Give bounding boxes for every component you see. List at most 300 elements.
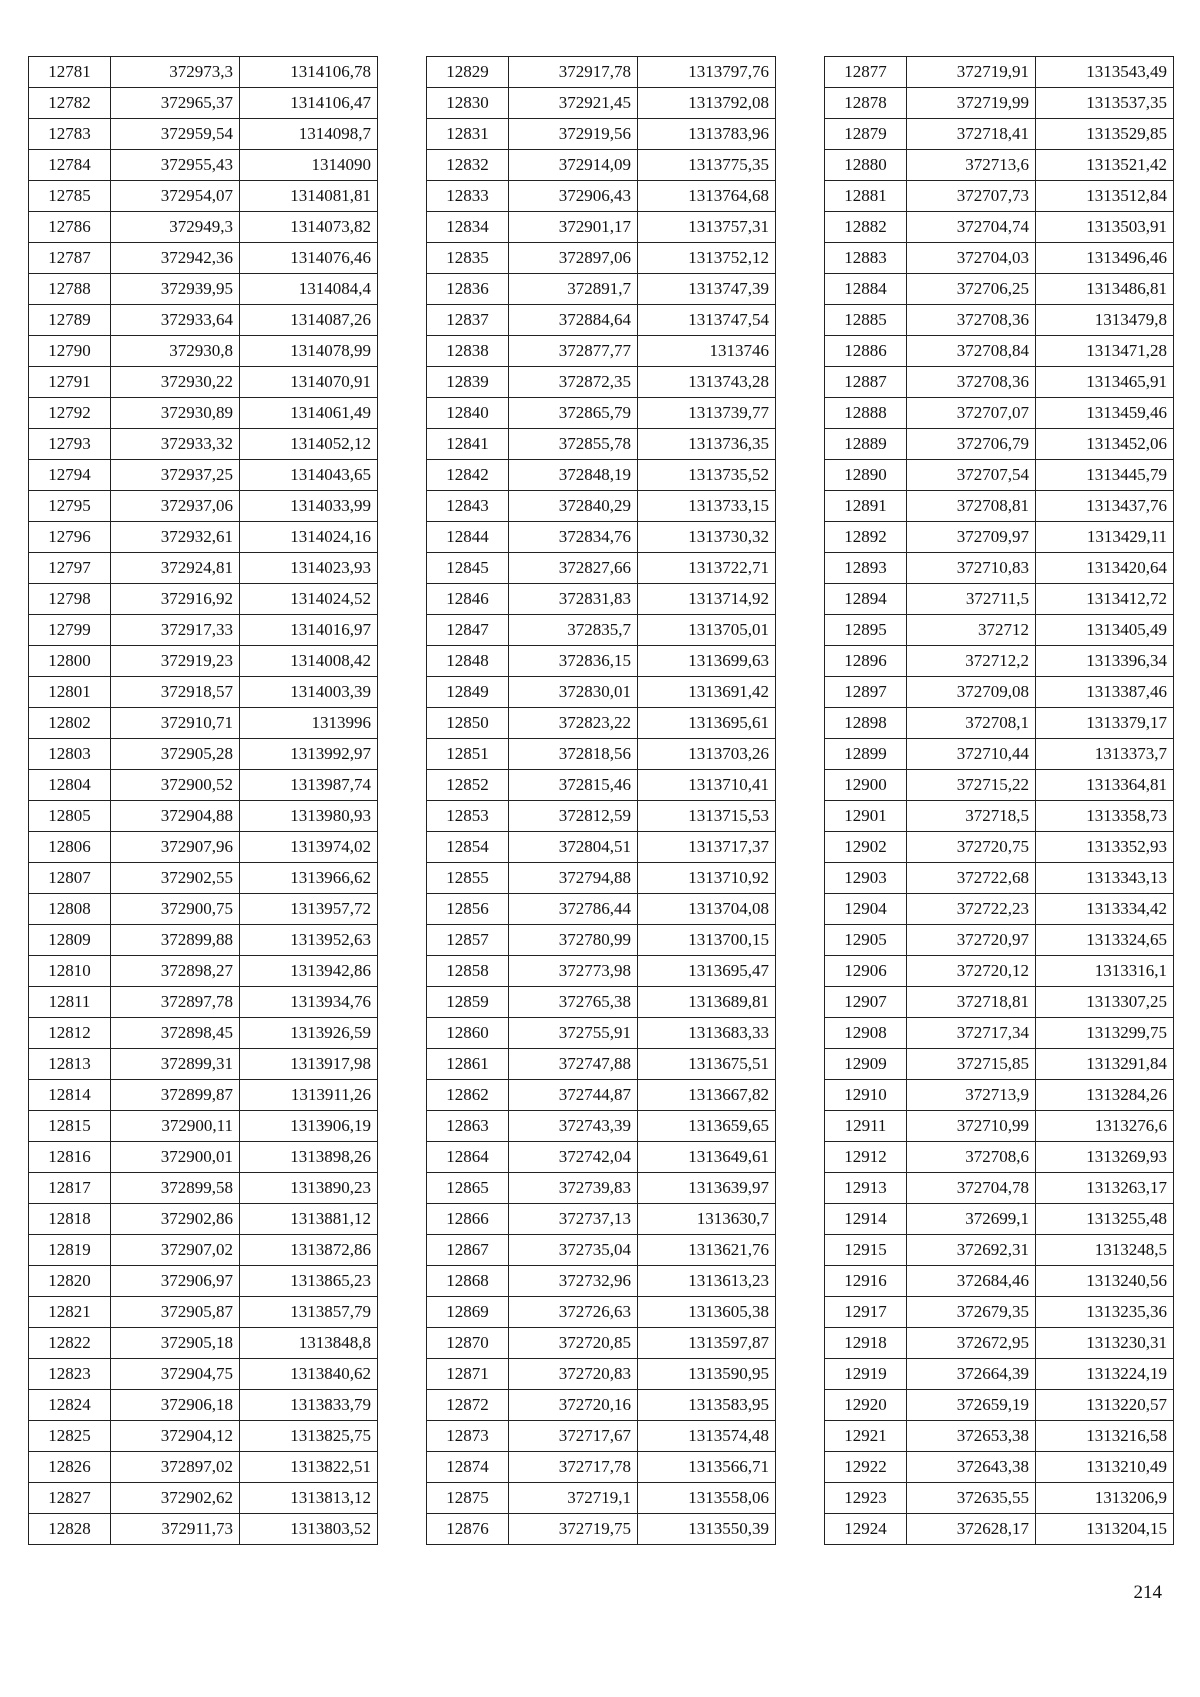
x-coordinate-cell: 372954,07 xyxy=(111,181,240,212)
y-coordinate-cell: 1313695,47 xyxy=(638,956,776,987)
point-number-cell: 12821 xyxy=(29,1297,111,1328)
table-row xyxy=(427,987,776,1018)
y-coordinate-cell: 1313263,17 xyxy=(1036,1173,1174,1204)
point-number-cell: 12789 xyxy=(29,305,111,336)
table-row xyxy=(427,1328,776,1359)
table-row xyxy=(427,584,776,615)
y-coordinate-cell: 1314024,52 xyxy=(240,584,378,615)
point-number-cell: 12844 xyxy=(427,522,509,553)
table-row xyxy=(825,1204,1174,1235)
point-number-cell: 12880 xyxy=(825,150,907,181)
point-number-cell: 12785 xyxy=(29,181,111,212)
x-coordinate-cell: 372930,89 xyxy=(111,398,240,429)
x-coordinate-cell: 372834,76 xyxy=(509,522,638,553)
y-coordinate-cell: 1313224,19 xyxy=(1036,1359,1174,1390)
table-row xyxy=(29,1266,378,1297)
table-row xyxy=(825,1328,1174,1359)
point-number-cell: 12900 xyxy=(825,770,907,801)
point-number-cell: 12882 xyxy=(825,212,907,243)
table-row xyxy=(427,460,776,491)
point-number-cell: 12809 xyxy=(29,925,111,956)
table-row xyxy=(825,1235,1174,1266)
x-coordinate-cell: 372706,79 xyxy=(907,429,1036,460)
x-coordinate-cell: 372937,25 xyxy=(111,460,240,491)
point-number-cell: 12787 xyxy=(29,243,111,274)
y-coordinate-cell: 1313683,33 xyxy=(638,1018,776,1049)
x-coordinate-cell: 372902,55 xyxy=(111,863,240,894)
table-row xyxy=(825,212,1174,243)
table-row xyxy=(427,212,776,243)
point-number-cell: 12798 xyxy=(29,584,111,615)
y-coordinate-cell: 1313833,79 xyxy=(240,1390,378,1421)
x-coordinate-cell: 372722,23 xyxy=(907,894,1036,925)
point-number-cell: 12816 xyxy=(29,1142,111,1173)
table-row xyxy=(29,1018,378,1049)
point-number-cell: 12885 xyxy=(825,305,907,336)
point-number-cell: 12913 xyxy=(825,1173,907,1204)
y-coordinate-cell: 1313621,76 xyxy=(638,1235,776,1266)
point-number-cell: 12907 xyxy=(825,987,907,1018)
point-number-cell: 12911 xyxy=(825,1111,907,1142)
point-number-cell: 12833 xyxy=(427,181,509,212)
x-coordinate-cell: 372848,19 xyxy=(509,460,638,491)
x-coordinate-cell: 372899,88 xyxy=(111,925,240,956)
table-row xyxy=(427,243,776,274)
point-number-cell: 12848 xyxy=(427,646,509,677)
x-coordinate-cell: 372780,99 xyxy=(509,925,638,956)
x-coordinate-cell: 372865,79 xyxy=(509,398,638,429)
y-coordinate-cell: 1313284,26 xyxy=(1036,1080,1174,1111)
point-number-cell: 12829 xyxy=(427,57,509,88)
x-coordinate-cell: 372924,81 xyxy=(111,553,240,584)
x-coordinate-cell: 372827,66 xyxy=(509,553,638,584)
x-coordinate-cell: 372794,88 xyxy=(509,863,638,894)
y-coordinate-cell: 1314061,49 xyxy=(240,398,378,429)
point-number-cell: 12918 xyxy=(825,1328,907,1359)
point-number-cell: 12831 xyxy=(427,119,509,150)
table-row xyxy=(29,367,378,398)
x-coordinate-cell: 372732,96 xyxy=(509,1266,638,1297)
y-coordinate-cell: 1313689,81 xyxy=(638,987,776,1018)
table-row xyxy=(427,956,776,987)
x-coordinate-cell: 372712,2 xyxy=(907,646,1036,677)
table-row xyxy=(29,1049,378,1080)
x-coordinate-cell: 372635,55 xyxy=(907,1483,1036,1514)
point-number-cell: 12888 xyxy=(825,398,907,429)
point-number-cell: 12857 xyxy=(427,925,509,956)
table-row xyxy=(825,429,1174,460)
y-coordinate-cell: 1313358,73 xyxy=(1036,801,1174,832)
table-row xyxy=(825,832,1174,863)
point-number-cell: 12834 xyxy=(427,212,509,243)
point-number-cell: 12878 xyxy=(825,88,907,119)
table-row xyxy=(29,677,378,708)
y-coordinate-cell: 1313299,75 xyxy=(1036,1018,1174,1049)
x-coordinate-cell: 372855,78 xyxy=(509,429,638,460)
point-number-cell: 12806 xyxy=(29,832,111,863)
y-coordinate-cell: 1313566,71 xyxy=(638,1452,776,1483)
point-number-cell: 12851 xyxy=(427,739,509,770)
point-number-cell: 12804 xyxy=(29,770,111,801)
point-number-cell: 12795 xyxy=(29,491,111,522)
point-number-cell: 12788 xyxy=(29,274,111,305)
table-row xyxy=(29,243,378,274)
y-coordinate-cell: 1313714,92 xyxy=(638,584,776,615)
point-number-cell: 12860 xyxy=(427,1018,509,1049)
table-row xyxy=(427,1514,776,1545)
y-coordinate-cell: 1314087,26 xyxy=(240,305,378,336)
point-number-cell: 12910 xyxy=(825,1080,907,1111)
y-coordinate-cell: 1313822,51 xyxy=(240,1452,378,1483)
point-number-cell: 12842 xyxy=(427,460,509,491)
table-row xyxy=(29,1204,378,1235)
point-number-cell: 12838 xyxy=(427,336,509,367)
y-coordinate-cell: 1313840,62 xyxy=(240,1359,378,1390)
x-coordinate-cell: 372900,11 xyxy=(111,1111,240,1142)
point-number-cell: 12895 xyxy=(825,615,907,646)
x-coordinate-cell: 372906,43 xyxy=(509,181,638,212)
point-number-cell: 12872 xyxy=(427,1390,509,1421)
y-coordinate-cell: 1313715,53 xyxy=(638,801,776,832)
y-coordinate-cell: 1313890,23 xyxy=(240,1173,378,1204)
point-number-cell: 12782 xyxy=(29,88,111,119)
y-coordinate-cell: 1313733,15 xyxy=(638,491,776,522)
x-coordinate-cell: 372884,64 xyxy=(509,305,638,336)
x-coordinate-cell: 372907,02 xyxy=(111,1235,240,1266)
x-coordinate-cell: 372900,01 xyxy=(111,1142,240,1173)
table-row xyxy=(825,1514,1174,1545)
point-number-cell: 12879 xyxy=(825,119,907,150)
y-coordinate-cell: 1313736,35 xyxy=(638,429,776,460)
x-coordinate-cell: 372905,28 xyxy=(111,739,240,770)
y-coordinate-cell: 1313700,15 xyxy=(638,925,776,956)
x-coordinate-cell: 372933,32 xyxy=(111,429,240,460)
y-coordinate-cell: 1313942,86 xyxy=(240,956,378,987)
x-coordinate-cell: 372786,44 xyxy=(509,894,638,925)
x-coordinate-cell: 372684,46 xyxy=(907,1266,1036,1297)
point-number-cell: 12796 xyxy=(29,522,111,553)
table-row xyxy=(825,801,1174,832)
table-row xyxy=(29,1359,378,1390)
y-coordinate-cell: 1314081,81 xyxy=(240,181,378,212)
point-number-cell: 12866 xyxy=(427,1204,509,1235)
table-row xyxy=(29,1514,378,1545)
y-coordinate-cell: 1313992,97 xyxy=(240,739,378,770)
x-coordinate-cell: 372707,07 xyxy=(907,398,1036,429)
point-number-cell: 12826 xyxy=(29,1452,111,1483)
point-number-cell: 12875 xyxy=(427,1483,509,1514)
y-coordinate-cell: 1313269,93 xyxy=(1036,1142,1174,1173)
y-coordinate-cell: 1313216,58 xyxy=(1036,1421,1174,1452)
x-coordinate-cell: 372708,36 xyxy=(907,367,1036,398)
x-coordinate-cell: 372902,86 xyxy=(111,1204,240,1235)
table-row xyxy=(825,57,1174,88)
x-coordinate-cell: 372955,43 xyxy=(111,150,240,181)
table-row xyxy=(29,1297,378,1328)
x-coordinate-cell: 372679,35 xyxy=(907,1297,1036,1328)
point-number-cell: 12845 xyxy=(427,553,509,584)
point-number-cell: 12803 xyxy=(29,739,111,770)
table-row xyxy=(825,956,1174,987)
y-coordinate-cell: 1313934,76 xyxy=(240,987,378,1018)
table-row xyxy=(825,677,1174,708)
coordinates-table-1 xyxy=(28,56,378,1545)
x-coordinate-cell: 372704,78 xyxy=(907,1173,1036,1204)
point-number-cell: 12916 xyxy=(825,1266,907,1297)
y-coordinate-cell: 1313240,56 xyxy=(1036,1266,1174,1297)
x-coordinate-cell: 372755,91 xyxy=(509,1018,638,1049)
table-row xyxy=(29,429,378,460)
point-number-cell: 12912 xyxy=(825,1142,907,1173)
table-row xyxy=(825,739,1174,770)
table-row xyxy=(427,894,776,925)
point-number-cell: 12864 xyxy=(427,1142,509,1173)
point-number-cell: 12854 xyxy=(427,832,509,863)
point-number-cell: 12822 xyxy=(29,1328,111,1359)
table-row xyxy=(825,1142,1174,1173)
table-row xyxy=(825,1080,1174,1111)
coordinates-table-2 xyxy=(426,56,776,1545)
y-coordinate-cell: 1314106,47 xyxy=(240,88,378,119)
x-coordinate-cell: 372910,71 xyxy=(111,708,240,739)
table-row xyxy=(427,398,776,429)
x-coordinate-cell: 372937,06 xyxy=(111,491,240,522)
x-coordinate-cell: 372765,38 xyxy=(509,987,638,1018)
point-number-cell: 12871 xyxy=(427,1359,509,1390)
x-coordinate-cell: 372919,23 xyxy=(111,646,240,677)
x-coordinate-cell: 372973,3 xyxy=(111,57,240,88)
y-coordinate-cell: 1313743,28 xyxy=(638,367,776,398)
point-number-cell: 12812 xyxy=(29,1018,111,1049)
x-coordinate-cell: 372720,12 xyxy=(907,956,1036,987)
point-number-cell: 12855 xyxy=(427,863,509,894)
table-row xyxy=(427,739,776,770)
y-coordinate-cell: 1313405,49 xyxy=(1036,615,1174,646)
table-row xyxy=(29,708,378,739)
table-row xyxy=(825,491,1174,522)
x-coordinate-cell: 372905,87 xyxy=(111,1297,240,1328)
y-coordinate-cell: 1313630,7 xyxy=(638,1204,776,1235)
point-number-cell: 12909 xyxy=(825,1049,907,1080)
table-row xyxy=(29,150,378,181)
y-coordinate-cell: 1313722,71 xyxy=(638,553,776,584)
table-row xyxy=(427,522,776,553)
point-number-cell: 12893 xyxy=(825,553,907,584)
x-coordinate-cell: 372672,95 xyxy=(907,1328,1036,1359)
table-row xyxy=(825,770,1174,801)
x-coordinate-cell: 372901,17 xyxy=(509,212,638,243)
x-coordinate-cell: 372718,81 xyxy=(907,987,1036,1018)
y-coordinate-cell: 1313307,25 xyxy=(1036,987,1174,1018)
x-coordinate-cell: 372719,91 xyxy=(907,57,1036,88)
y-coordinate-cell: 1313710,92 xyxy=(638,863,776,894)
y-coordinate-cell: 1313735,52 xyxy=(638,460,776,491)
table-row xyxy=(29,1390,378,1421)
point-number-cell: 12808 xyxy=(29,894,111,925)
point-number-cell: 12811 xyxy=(29,987,111,1018)
table-row xyxy=(825,894,1174,925)
x-coordinate-cell: 372897,78 xyxy=(111,987,240,1018)
x-coordinate-cell: 372707,54 xyxy=(907,460,1036,491)
table-row xyxy=(427,119,776,150)
x-coordinate-cell: 372708,6 xyxy=(907,1142,1036,1173)
x-coordinate-cell: 372919,56 xyxy=(509,119,638,150)
point-number-cell: 12800 xyxy=(29,646,111,677)
point-number-cell: 12781 xyxy=(29,57,111,88)
point-number-cell: 12805 xyxy=(29,801,111,832)
x-coordinate-cell: 372713,9 xyxy=(907,1080,1036,1111)
y-coordinate-cell: 1313471,28 xyxy=(1036,336,1174,367)
x-coordinate-cell: 372708,81 xyxy=(907,491,1036,522)
point-number-cell: 12810 xyxy=(29,956,111,987)
point-number-cell: 12797 xyxy=(29,553,111,584)
point-number-cell: 12869 xyxy=(427,1297,509,1328)
table-row xyxy=(427,1204,776,1235)
x-coordinate-cell: 372911,73 xyxy=(111,1514,240,1545)
y-coordinate-cell: 1313980,93 xyxy=(240,801,378,832)
table-row xyxy=(825,150,1174,181)
table-row xyxy=(29,739,378,770)
y-coordinate-cell: 1314084,4 xyxy=(240,274,378,305)
y-coordinate-cell: 1313412,72 xyxy=(1036,584,1174,615)
y-coordinate-cell: 1313649,61 xyxy=(638,1142,776,1173)
table-row xyxy=(427,801,776,832)
table-row xyxy=(825,1173,1174,1204)
point-number-cell: 12832 xyxy=(427,150,509,181)
x-coordinate-cell: 372717,67 xyxy=(509,1421,638,1452)
table-row xyxy=(427,57,776,88)
x-coordinate-cell: 372898,27 xyxy=(111,956,240,987)
x-coordinate-cell: 372917,33 xyxy=(111,615,240,646)
point-number-cell: 12837 xyxy=(427,305,509,336)
point-number-cell: 12915 xyxy=(825,1235,907,1266)
x-coordinate-cell: 372709,08 xyxy=(907,677,1036,708)
x-coordinate-cell: 372900,52 xyxy=(111,770,240,801)
point-number-cell: 12874 xyxy=(427,1452,509,1483)
x-coordinate-cell: 372930,8 xyxy=(111,336,240,367)
y-coordinate-cell: 1313747,54 xyxy=(638,305,776,336)
table-row xyxy=(29,1483,378,1514)
x-coordinate-cell: 372899,87 xyxy=(111,1080,240,1111)
x-coordinate-cell: 372818,56 xyxy=(509,739,638,770)
x-coordinate-cell: 372735,04 xyxy=(509,1235,638,1266)
point-number-cell: 12824 xyxy=(29,1390,111,1421)
table-row xyxy=(427,1049,776,1080)
point-number-cell: 12894 xyxy=(825,584,907,615)
x-coordinate-cell: 372720,97 xyxy=(907,925,1036,956)
x-coordinate-cell: 372719,75 xyxy=(509,1514,638,1545)
point-number-cell: 12923 xyxy=(825,1483,907,1514)
table-row xyxy=(29,460,378,491)
y-coordinate-cell: 1313957,72 xyxy=(240,894,378,925)
y-coordinate-cell: 1313459,46 xyxy=(1036,398,1174,429)
point-number-cell: 12920 xyxy=(825,1390,907,1421)
y-coordinate-cell: 1313558,06 xyxy=(638,1483,776,1514)
point-number-cell: 12794 xyxy=(29,460,111,491)
x-coordinate-cell: 372907,96 xyxy=(111,832,240,863)
x-coordinate-cell: 372942,36 xyxy=(111,243,240,274)
y-coordinate-cell: 1313898,26 xyxy=(240,1142,378,1173)
x-coordinate-cell: 372718,5 xyxy=(907,801,1036,832)
point-number-cell: 12858 xyxy=(427,956,509,987)
point-number-cell: 12901 xyxy=(825,801,907,832)
table-row xyxy=(427,1421,776,1452)
table-row xyxy=(825,522,1174,553)
x-coordinate-cell: 372710,83 xyxy=(907,553,1036,584)
y-coordinate-cell: 1313783,96 xyxy=(638,119,776,150)
point-number-cell: 12884 xyxy=(825,274,907,305)
y-coordinate-cell: 1313966,62 xyxy=(240,863,378,894)
x-coordinate-cell: 372917,78 xyxy=(509,57,638,88)
point-number-cell: 12786 xyxy=(29,212,111,243)
y-coordinate-cell: 1314098,7 xyxy=(240,119,378,150)
point-number-cell: 12873 xyxy=(427,1421,509,1452)
table-row xyxy=(29,88,378,119)
y-coordinate-cell: 1313496,46 xyxy=(1036,243,1174,274)
y-coordinate-cell: 1313486,81 xyxy=(1036,274,1174,305)
x-coordinate-cell: 372898,45 xyxy=(111,1018,240,1049)
x-coordinate-cell: 372715,22 xyxy=(907,770,1036,801)
table-row xyxy=(427,305,776,336)
table-row xyxy=(29,1328,378,1359)
y-coordinate-cell: 1313445,79 xyxy=(1036,460,1174,491)
y-coordinate-cell: 1313659,65 xyxy=(638,1111,776,1142)
table-row xyxy=(427,1173,776,1204)
point-number-cell: 12917 xyxy=(825,1297,907,1328)
table-row xyxy=(427,1018,776,1049)
y-coordinate-cell: 1313703,26 xyxy=(638,739,776,770)
table-row xyxy=(427,677,776,708)
x-coordinate-cell: 372835,7 xyxy=(509,615,638,646)
point-number-cell: 12889 xyxy=(825,429,907,460)
table-row xyxy=(29,1080,378,1111)
y-coordinate-cell: 1314033,99 xyxy=(240,491,378,522)
point-number-cell: 12823 xyxy=(29,1359,111,1390)
y-coordinate-cell: 1313605,38 xyxy=(638,1297,776,1328)
point-number-cell: 12886 xyxy=(825,336,907,367)
x-coordinate-cell: 372840,29 xyxy=(509,491,638,522)
point-number-cell: 12896 xyxy=(825,646,907,677)
y-coordinate-cell: 1313574,48 xyxy=(638,1421,776,1452)
y-coordinate-cell: 1313597,87 xyxy=(638,1328,776,1359)
table-row xyxy=(825,181,1174,212)
table-row xyxy=(427,367,776,398)
y-coordinate-cell: 1313420,64 xyxy=(1036,553,1174,584)
y-coordinate-cell: 1313695,61 xyxy=(638,708,776,739)
table-row xyxy=(29,801,378,832)
y-coordinate-cell: 1313813,12 xyxy=(240,1483,378,1514)
x-coordinate-cell: 372653,38 xyxy=(907,1421,1036,1452)
y-coordinate-cell: 1313316,1 xyxy=(1036,956,1174,987)
table-row xyxy=(825,243,1174,274)
table-row xyxy=(29,1142,378,1173)
table-row xyxy=(29,1421,378,1452)
y-coordinate-cell: 1313881,12 xyxy=(240,1204,378,1235)
table-row xyxy=(427,925,776,956)
x-coordinate-cell: 372906,18 xyxy=(111,1390,240,1421)
table-row xyxy=(29,212,378,243)
y-coordinate-cell: 1313926,59 xyxy=(240,1018,378,1049)
table-row xyxy=(29,336,378,367)
table-row xyxy=(427,553,776,584)
point-number-cell: 12849 xyxy=(427,677,509,708)
y-coordinate-cell: 1313210,49 xyxy=(1036,1452,1174,1483)
x-coordinate-cell: 372708,1 xyxy=(907,708,1036,739)
point-number-cell: 12807 xyxy=(29,863,111,894)
y-coordinate-cell: 1313387,46 xyxy=(1036,677,1174,708)
table-row xyxy=(427,615,776,646)
point-number-cell: 12868 xyxy=(427,1266,509,1297)
